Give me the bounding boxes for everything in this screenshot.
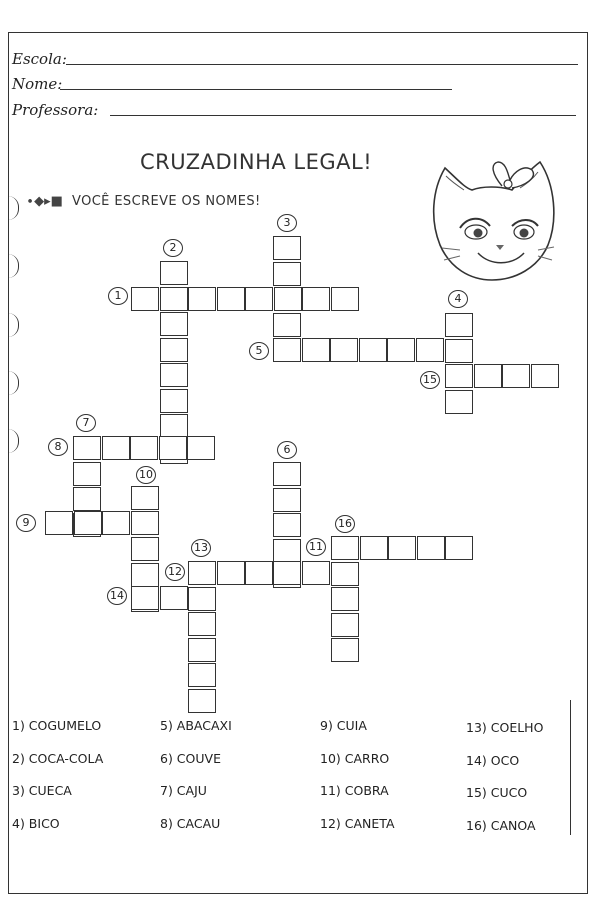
crossword-cell[interactable] xyxy=(245,287,273,311)
crossword-cell[interactable] xyxy=(73,462,101,486)
crossword-cell[interactable] xyxy=(273,338,301,362)
clue-item: 2) COCA-COLA xyxy=(12,751,104,766)
crossword-cell[interactable] xyxy=(273,539,301,563)
crossword-cell[interactable] xyxy=(360,536,388,560)
clue-item: 14) OCO xyxy=(466,753,520,768)
crossword-cell[interactable] xyxy=(331,587,359,611)
clue-item: 8) CACAU xyxy=(160,816,221,831)
crossword-cell[interactable] xyxy=(160,338,188,362)
crossword-cell[interactable] xyxy=(188,587,216,611)
clue-item: 15) CUCO xyxy=(466,785,528,800)
crossword-cell[interactable] xyxy=(273,462,301,486)
crossword-cell[interactable] xyxy=(131,563,159,587)
crossword-cell[interactable] xyxy=(273,513,301,537)
crossword-cell[interactable] xyxy=(160,414,188,438)
cat-face-with-bow-icon xyxy=(420,150,570,290)
crossword-cell[interactable] xyxy=(387,338,415,362)
crossword-cell[interactable] xyxy=(188,561,216,585)
clue-item: 9) CUIA xyxy=(320,718,367,733)
instructions-subtitle: VOCÊ ESCREVE OS NOMES! xyxy=(72,194,261,209)
crossword-cell[interactable] xyxy=(131,287,159,311)
clue-number-badge: 13 xyxy=(191,539,211,557)
clue-number-badge: 16 xyxy=(335,515,355,533)
crossword-cell[interactable] xyxy=(273,561,301,585)
crossword-cell[interactable] xyxy=(445,313,473,337)
clue-item: 13) COELHO xyxy=(466,720,544,735)
crossword-cell[interactable] xyxy=(102,511,130,535)
crossword-cell[interactable] xyxy=(131,586,159,610)
crossword-cell[interactable] xyxy=(331,536,359,560)
crossword-cell[interactable] xyxy=(302,338,330,362)
crossword-cell[interactable] xyxy=(73,436,101,460)
clue-number-badge: 9 xyxy=(16,514,36,532)
clue-number-badge: 6 xyxy=(277,441,297,459)
clue-item: 10) CARRO xyxy=(320,751,390,766)
crossword-cell[interactable] xyxy=(502,364,530,388)
clue-number-badge: 8 xyxy=(48,438,68,456)
clue-item: 6) COUVE xyxy=(160,751,221,766)
crossword-cell[interactable] xyxy=(160,389,188,413)
clue-item: 16) CANOA xyxy=(466,818,536,833)
crossword-cell[interactable] xyxy=(359,338,387,362)
crossword-cell[interactable] xyxy=(445,364,473,388)
crossword-cell[interactable] xyxy=(331,638,359,662)
crossword-cell[interactable] xyxy=(273,488,301,512)
clue-number-badge: 15 xyxy=(420,371,440,389)
crossword-cell[interactable] xyxy=(102,436,130,460)
clue-item: 1) COGUMELO xyxy=(12,718,102,733)
crossword-cell[interactable] xyxy=(217,287,245,311)
clue-item: 5) ABACAXI xyxy=(160,718,232,733)
name-field[interactable] xyxy=(60,89,452,90)
crossword-cell[interactable] xyxy=(274,287,302,311)
crossword-cell[interactable] xyxy=(474,364,502,388)
crossword-cell[interactable] xyxy=(302,561,330,585)
clue-number-badge: 7 xyxy=(76,414,96,432)
crossword-cell[interactable] xyxy=(445,536,473,560)
crossword-cell[interactable] xyxy=(273,262,301,286)
crossword-cell[interactable] xyxy=(417,536,445,560)
clue-number-badge: 14 xyxy=(107,587,127,605)
crossword-cell[interactable] xyxy=(188,612,216,636)
clue-number-badge: 5 xyxy=(249,342,269,360)
crossword-cell[interactable] xyxy=(273,313,301,337)
clue-item: 7) CAJU xyxy=(160,783,207,798)
crossword-cell[interactable] xyxy=(188,638,216,662)
crossword-cell[interactable] xyxy=(160,363,188,387)
crossword-cell[interactable] xyxy=(331,562,359,586)
crossword-cell[interactable] xyxy=(445,339,473,363)
teacher-field[interactable] xyxy=(110,115,576,116)
crossword-cell[interactable] xyxy=(245,561,273,585)
school-field[interactable] xyxy=(66,64,578,65)
clue-number-badge: 2 xyxy=(163,239,183,257)
crossword-cell[interactable] xyxy=(187,436,215,460)
crossword-cell[interactable] xyxy=(160,261,188,285)
clue-item: 3) CUECA xyxy=(12,783,72,798)
clue-item: 11) COBRA xyxy=(320,783,389,798)
crossword-cell[interactable] xyxy=(445,390,473,414)
crossword-cell[interactable] xyxy=(217,561,245,585)
crossword-cell[interactable] xyxy=(45,511,73,535)
pencil-arrow-icon: ∙◆▸■ xyxy=(26,194,63,209)
crossword-cell[interactable] xyxy=(531,364,559,388)
clue-number-badge: 3 xyxy=(277,214,297,232)
clue-item: 4) BICO xyxy=(12,816,60,831)
clue-number-badge: 1 xyxy=(108,287,128,305)
crossword-cell[interactable] xyxy=(131,537,159,561)
crossword-cell[interactable] xyxy=(331,613,359,637)
crossword-cell[interactable] xyxy=(131,486,159,510)
clue-number-badge: 10 xyxy=(136,466,156,484)
crossword-cell[interactable] xyxy=(188,287,216,311)
clue-number-badge: 12 xyxy=(165,563,185,581)
crossword-cell[interactable] xyxy=(130,436,158,460)
clue-number-badge: 4 xyxy=(448,290,468,308)
teacher-label: Professora: xyxy=(12,101,99,119)
clue-number-badge: 11 xyxy=(306,538,326,556)
clue-item: 12) CANETA xyxy=(320,816,395,831)
crossword-cell[interactable] xyxy=(160,287,188,311)
name-label: Nome: xyxy=(12,75,63,93)
crossword-cell[interactable] xyxy=(73,487,101,511)
crossword-cell[interactable] xyxy=(160,586,188,610)
crossword-cell[interactable] xyxy=(416,338,444,362)
crossword-cell[interactable] xyxy=(159,436,187,460)
crossword-cell[interactable] xyxy=(160,312,188,336)
crossword-cell[interactable] xyxy=(273,236,301,260)
page-title: CRUZADINHA LEGAL! xyxy=(140,150,373,174)
crossword-cell[interactable] xyxy=(74,511,102,535)
school-label: Escola: xyxy=(12,50,67,68)
crossword-cell[interactable] xyxy=(330,338,358,362)
crossword-cell[interactable] xyxy=(388,536,416,560)
margin-line xyxy=(570,700,571,835)
crossword-cell[interactable] xyxy=(302,287,330,311)
crossword-cell[interactable] xyxy=(188,689,216,713)
crossword-cell[interactable] xyxy=(131,511,159,535)
crossword-cell[interactable] xyxy=(331,287,359,311)
crossword-cell[interactable] xyxy=(188,663,216,687)
